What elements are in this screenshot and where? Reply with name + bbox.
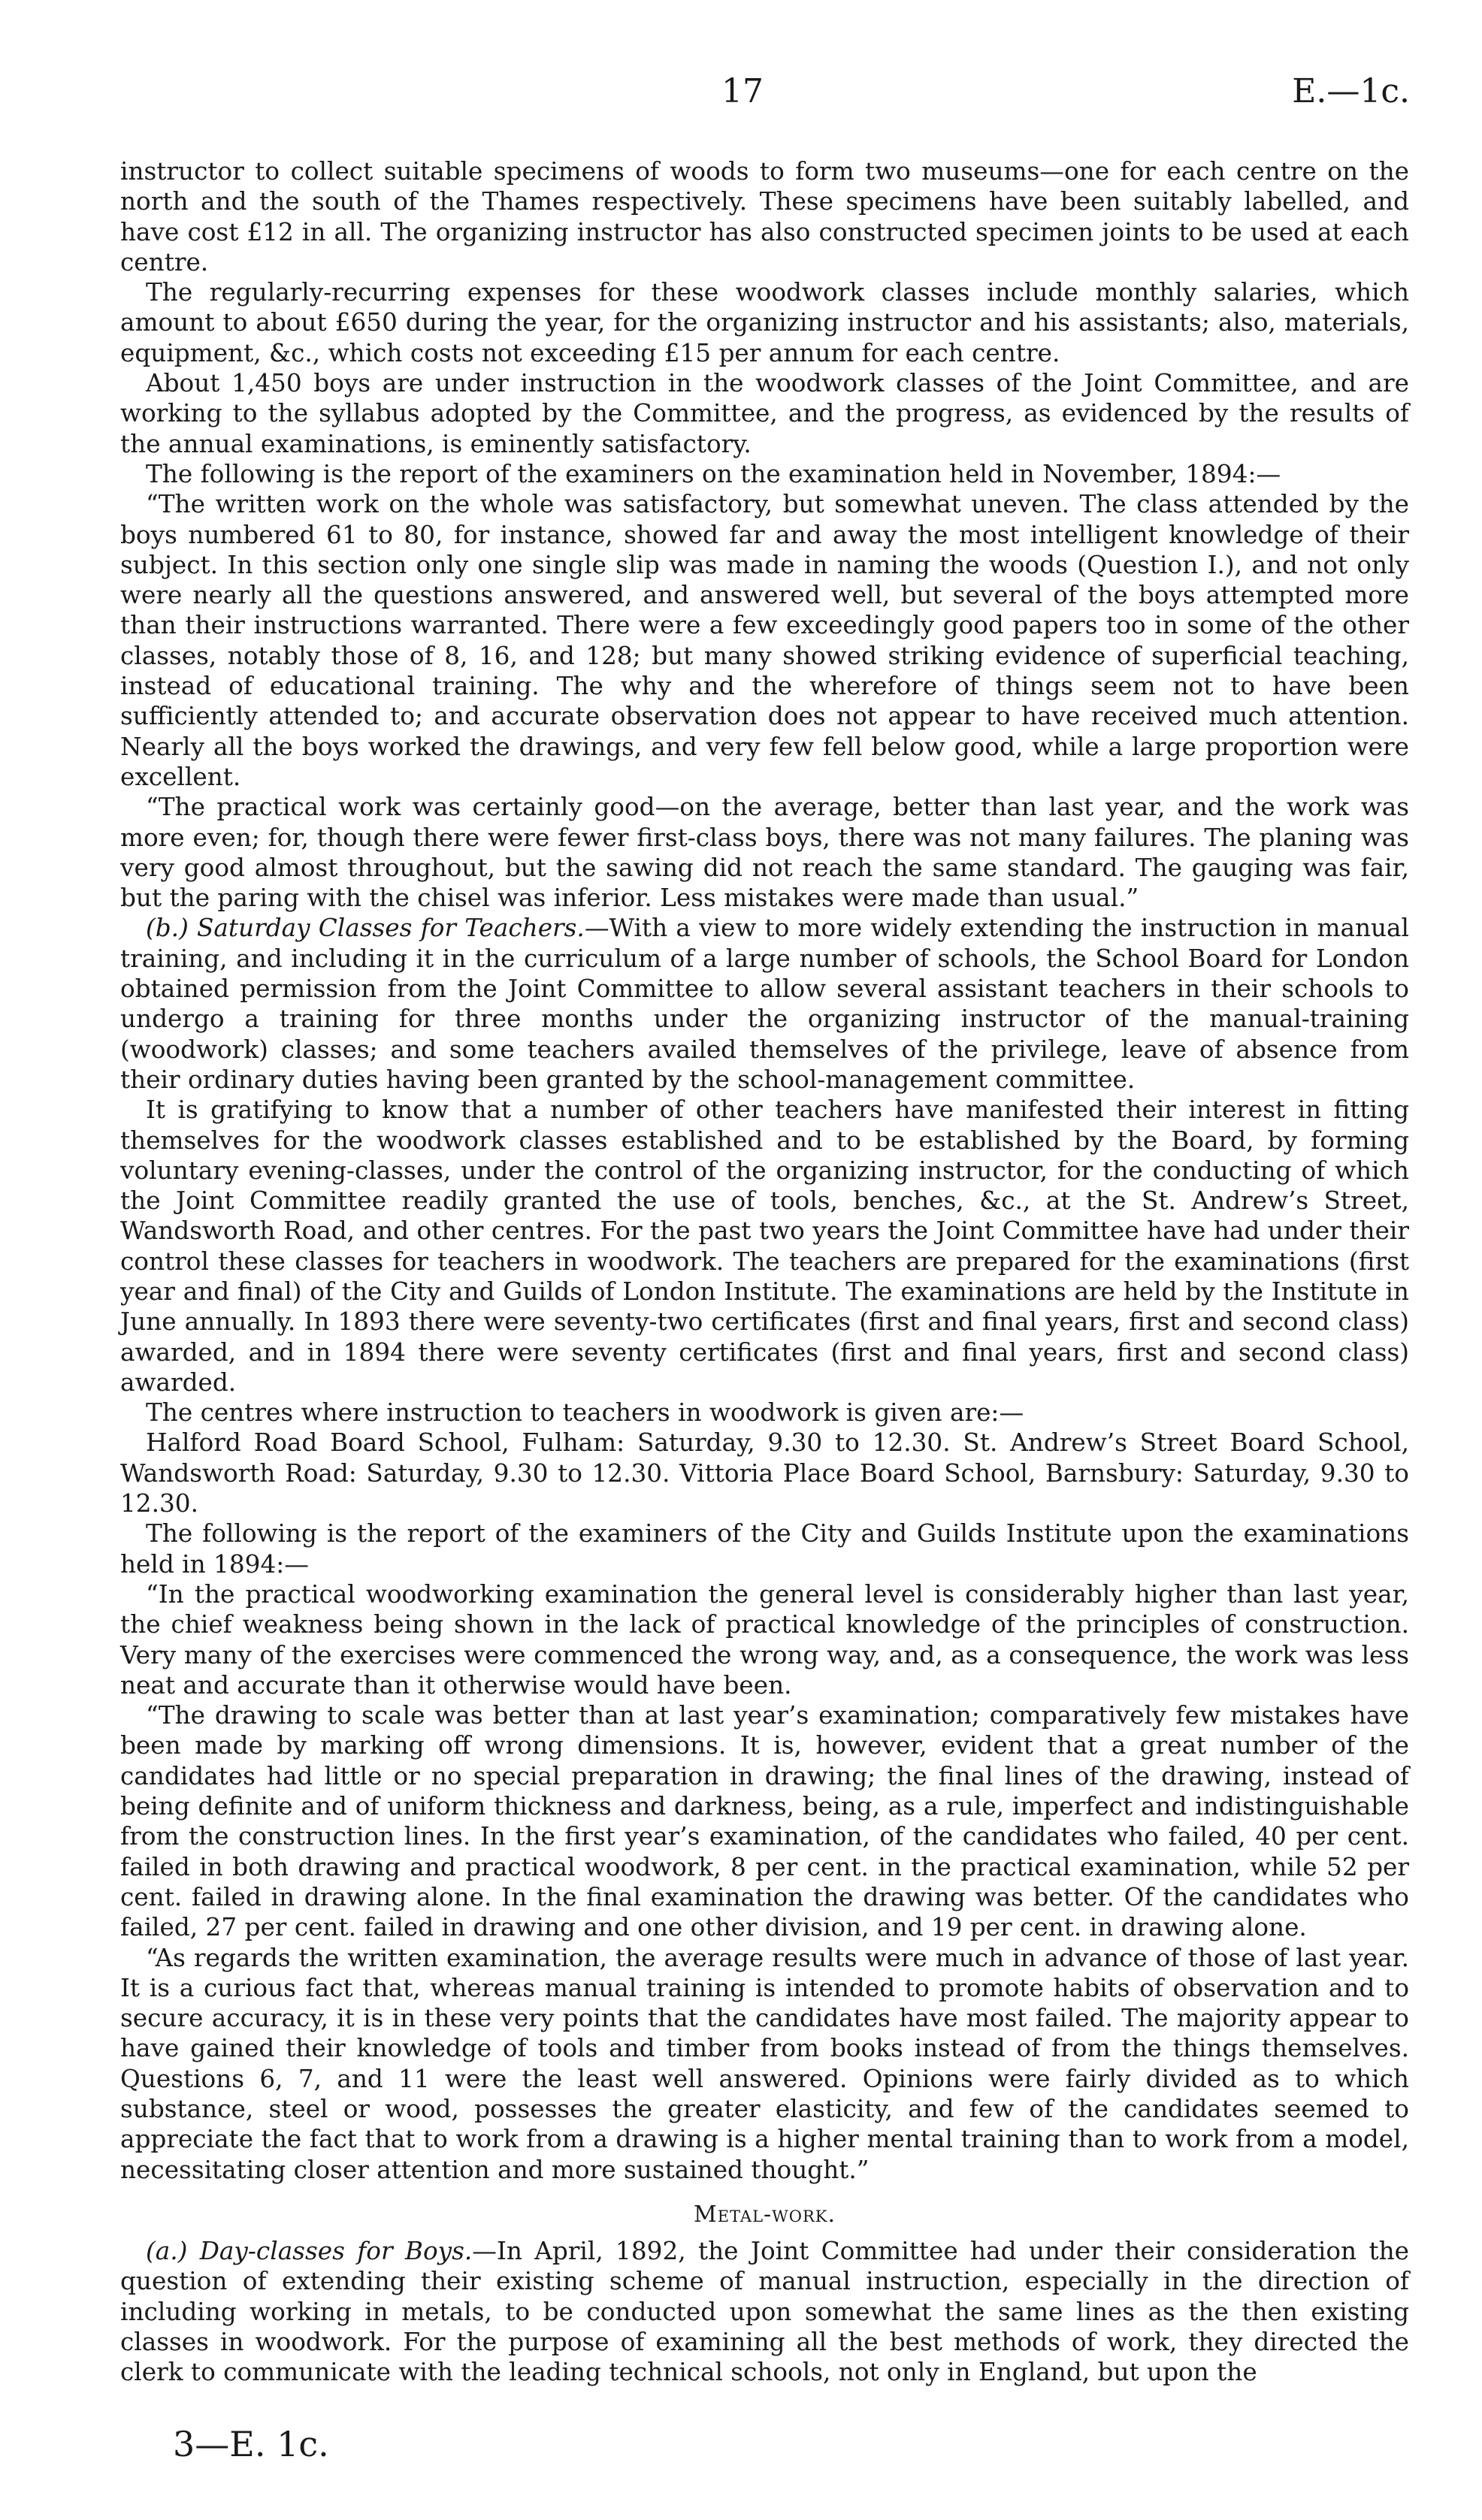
paragraph: The following is the report of the examiners on the examination held in November, 1894:— <box>146 459 1281 488</box>
paragraph-text: —With a view to more widely extending the instruction in manual training, and including it in the curriculum of a large number of schools, the School Board for London obtained permission from the Joint Committee to allow several assistant teachers in their schools to undergo a training for three months under the organizing instructor of the manual-training (woodwork) classes; and some teachers availed themselves of the privilege, leave of absence from their ordinary duties having been granted by the school-management committee. <box>120 914 1409 1094</box>
paragraph <box>120 2236 1409 2387</box>
signature-mark: 3—E. 1c. <box>173 2424 329 2464</box>
quoted-paragraph: “As regards the written examination, the average results were much in advance of those of last year. It is a curious fact that, whereas manual training is intended to promote habits of observation and to secure accuracy, it is in these very points that the candidates have most failed. The majority appear to have gained their knowledge of tools and timber from books instead of from the things themselves. Questions 6, 7, and 11 were the least well answered. Opinions were fairly divided as to which substance, steel or wood, possesses the greater elasticity, and few of the candidates seemed to appreciate the fact that to work from a drawing is a higher mental training than to work from a model, necessitating closer attention and more sustained thought.” <box>120 1943 1409 2184</box>
paragraph <box>120 913 1409 1095</box>
paragraph: Halford Road Board School, Fulham: Saturday, 9.30 to 12.30. St. Andrew’s Street Board School, Wandsworth Road: Saturday, 9.30 to 12.30. Vittoria Place Board School, Barnsbury: Saturday, 9.30 to 12.30. <box>120 1428 1409 1518</box>
page-number: 17 <box>721 72 764 110</box>
paragraph: The centres where instruction to teachers in woodwork is given are:— <box>146 1398 1024 1428</box>
paragraph: About 1,450 boys are under instruction in the woodwork classes of the Joint Committee, and are working to the syllabus adopted by the Committee, and the progress, as evidenced by the results of the annual examinations, is eminently satisfactory. <box>120 369 1409 458</box>
page-header <box>0 72 1482 117</box>
paragraph: The following is the report of the examiners of the City and Guilds Institute upon the examinations held in 1894:— <box>120 1519 1409 1579</box>
paragraph: instructor to collect suitable specimens of woods to form two museums—one for each centre on the north and the south of the Thames respectively. These specimens have been suitably labelled, and have cost £12 in all. The organizing instructor has also constructed specimen joints to be used at each centre. <box>120 157 1409 276</box>
document-reference: E.—1c. <box>1292 72 1410 110</box>
quoted-paragraph: “In the practical woodworking examination the general level is considerably higher than last year, the chief weakness being shown in the lack of practical knowledge of the principles of construction. Very many of the exercises were commenced the wrong way, and, as a consequence, the work was less neat and accurate than it otherwise would have been. <box>120 1579 1409 1700</box>
quoted-paragraph: “The practical work was certainly good—on the average, better than last year, and the work was more even; for, though there were fewer first-class boys, there was not many failures. The planing was very good almost throughout, but the sawing did not reach the same standard. The gauging was fair, but the paring with the chisel was inferior. Less mistakes were made than usual.” <box>120 793 1409 913</box>
paragraph: The regularly-recurring expenses for these woodwork classes include monthly salaries, which amount to about £650 during the year, for the organizing instructor and his assistants; also, materials, equipment, &c., which costs not exceeding £15 per annum for each centre. <box>120 278 1409 367</box>
paragraph-text: —In April, 1892, the Joint Committee had under their consideration the question of extending their existing scheme of manual instruction, especially in the direction of including working in metals, to be conducted upon somewhat the same lines as the then existing classes in woodwork. For the purpose of examining all the best methods of work, they directed the clerk to communicate with the leading technical schools, not only in England, but upon the <box>120 2237 1409 2387</box>
body-text <box>120 156 1409 2388</box>
subsection-label: (a.) Day-classes for Boys. <box>146 2237 473 2266</box>
subsection-label: (b.) Saturday Classes for Teachers. <box>146 914 585 943</box>
quoted-paragraph: “The drawing to scale was better than at last year’s examination; comparatively few mistakes have been made by marking off wrong dimensions. It is, however, evident that a great number of the candidates had little or no special preparation in drawing; the final lines of the drawing, instead of being definite and of uniform thickness and darkness, being, as a rule, imperfect and indistinguishable from the construction lines. In the first year’s examination, of the candidates who failed, 40 per cent. failed in both drawing and practical woodwork, 8 per cent. in the practical examination, while 52 per cent. failed in drawing alone. In the final examination the drawing was better. Of the candidates who failed, 27 per cent. failed in drawing and one other division, and 19 per cent. in drawing alone. <box>120 1701 1409 1942</box>
section-heading: Metal-work. <box>694 2201 836 2228</box>
quoted-paragraph: “The written work on the whole was satisfactory, but somewhat uneven. The class attended by the boys numbered 61 to 80, for instance, showed far and away the most intelligent knowledge of their subject. In this section only one single slip was made in naming the woods (Question I.), and not only were nearly all the questions answered, and answered well, but several of the boys attempted more than their instructions warranted. There were a few exceedingly good papers too in some of the other classes, notably those of 8, 16, and 128; but many showed striking evidence of superficial teaching, instead of educational training. The why and the wherefore of things seem not to have been sufficiently attended to; and accurate observation does not appear to have received much attention. Nearly all the boys worked the drawings, and very few fell below good, while a large proportion were excellent. <box>120 490 1409 791</box>
paragraph: It is gratifying to know that a number of other teachers have manifested their interest in fitting themselves for the woodwork classes established and to be established by the Board, by forming voluntary evening-classes, under the control of the organizing instructor, for the conducting of which the Joint Committee readily granted the use of tools, benches, &c., at the St. Andrew’s Street, Wandsworth Road, and other centres. For the past two years the Joint Committee have had under their control these classes for teachers in woodwork. The teachers are prepared for the examinations (first year and final) of the City and Guilds of London Institute. The examinations are held by the Institute in June annually. In 1893 there were seventy-two certificates (first and final years, first and second class) awarded, and in 1894 there were seventy certificates (first and final years, first and second class) awarded. <box>120 1095 1409 1397</box>
